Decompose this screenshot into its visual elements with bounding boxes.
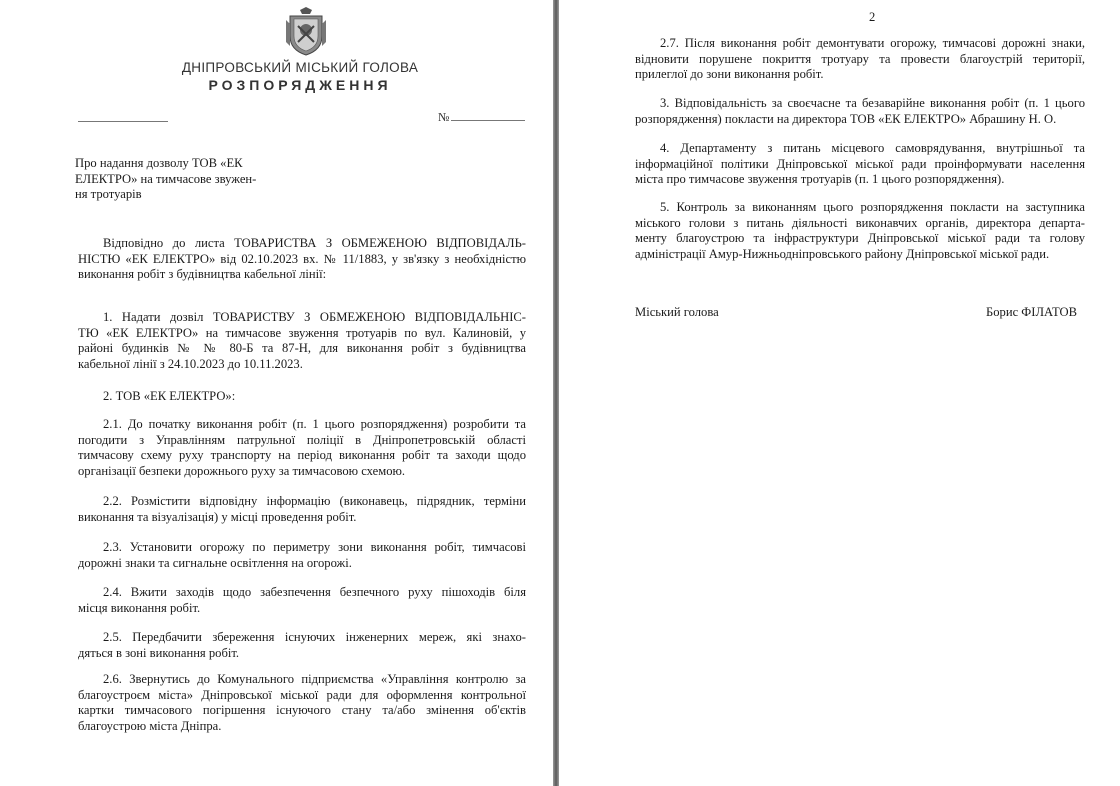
subject-line: ЕЛЕКТРО» на тимчасове звужен- xyxy=(75,171,257,186)
item-4-paragraph xyxy=(635,141,1085,188)
text-line: організації безпеки дорожнього руху за тимчасовою схемою. xyxy=(78,463,406,478)
text-line: 2.6. Звернутись до Комунального підприємства «Управління контролю за xyxy=(103,672,526,686)
text-line: картки тимчасового погіршення існуючого стану та/або змінення об'єктів xyxy=(78,703,526,718)
page-number: 2 xyxy=(869,10,876,24)
text-line: міста про тимчасове звуження тротуарів (п. 1 цього розпорядження). xyxy=(635,172,1005,187)
text-line: прилеглої до зони виконання робіт. xyxy=(635,67,824,82)
text-line: дорожні знаки та сигнальне освітлення на огорожі. xyxy=(78,555,352,570)
item-3-paragraph xyxy=(635,96,1085,127)
text-line: місця виконання робіт. xyxy=(78,600,201,615)
text-line: кабельної лінії з 24.10.2023 до 10.11.2023. xyxy=(78,356,303,371)
subject-line: ня тротуарів xyxy=(75,187,142,202)
text-line: відновити порушене покриття тротуару та провести благоустрій території, xyxy=(635,51,1085,66)
item-2-5-paragraph xyxy=(78,630,526,661)
item-2-4-paragraph xyxy=(78,585,526,616)
text-line: 2.5. Передбачити збереження існуючих інженерних мереж, які знахо- xyxy=(103,630,526,644)
item-2-6-paragraph xyxy=(78,672,526,734)
text-line: виконання та візуалізація) у місці проведення робіт. xyxy=(78,509,357,524)
signature-name: Борис ФІЛАТОВ xyxy=(986,305,1077,319)
text-line: 2.4. Вжити заходів щодо забезпечення безпечного руху пішоходів біля xyxy=(103,585,526,599)
number-field-line xyxy=(451,120,525,121)
text-line: 2.2. Розмістити відповідну інформацію (виконавець, підрядник, терміни xyxy=(103,494,526,508)
text-line: 5. Контроль за виконанням цього розпорядження покласти на заступника xyxy=(660,200,1085,214)
document-page-1 xyxy=(0,0,553,786)
text-line: 2.7. Після виконання робіт демонтувати огорожу, тимчасові дорожні знаки, xyxy=(660,36,1085,50)
text-line: 2.1. До початку виконання робіт (п. 1 цього розпорядження) розробити та xyxy=(103,417,526,431)
text-line: міського голови з питань діяльності виконавчих органів, директора департа- xyxy=(635,215,1085,230)
text-line: ТЮ «ЕК ЕЛЕКТРО» на тимчасове звуження тротуарів по вул. Калиновій, у xyxy=(78,325,526,340)
text-line: адміністрації Амур-Нижньодніпровського району Дніпровської міської ради. xyxy=(635,246,1050,261)
text-line: розпорядження) покласти на директора ТОВ «ЕК ЕЛЕКТРО» Абрашину Н. О. xyxy=(635,111,1057,126)
item-1-paragraph xyxy=(78,310,526,372)
city-coat-of-arms-icon xyxy=(284,6,328,56)
issuer-title: ДНІПРОВСЬКИЙ МІСЬКИЙ ГОЛОВА xyxy=(181,60,419,75)
document-page-2 xyxy=(559,0,1120,786)
text-line: 2. ТОВ «ЕК ЕЛЕКТРО»: xyxy=(103,389,236,403)
item-5-paragraph xyxy=(635,200,1085,262)
subject-block xyxy=(75,156,275,203)
item-2-3-paragraph xyxy=(78,540,526,571)
text-line: 1. Надати дозвіл ТОВАРИСТВУ З ОБМЕЖЕНОЮ ВІДПОВІДАЛЬНІС- xyxy=(103,310,526,324)
item-2-2-paragraph xyxy=(78,494,526,525)
date-field-line xyxy=(78,120,168,122)
text-line: погодити з Управлінням патрульної поліції в Дніпропетровській області xyxy=(78,432,526,447)
text-line: виконання робіт з будівництва кабельної лінії: xyxy=(78,267,327,282)
signature-title: Міський голова xyxy=(635,305,719,319)
text-line: тимчасову схему руху транспорту на період виконання робіт та заходи щодо xyxy=(78,448,526,463)
text-line: 4. Департаменту з питань місцевого самоврядування, внутрішньої та xyxy=(660,141,1085,155)
text-line: Відповідно до листа ТОВАРИСТВА З ОБМЕЖЕНОЮ ВІДПОВІДАЛЬ- xyxy=(103,236,526,250)
number-label: № xyxy=(438,110,450,124)
subject-line: Про надання дозволу ТОВ «ЕК xyxy=(75,156,243,170)
text-line: районі будинків № № 80-Б та 87-Н, для виконання робіт з будівництва xyxy=(78,341,526,356)
text-line: 2.3. Установити огорожу по периметру зони виконання робіт, тимчасові xyxy=(103,540,526,554)
text-line: інформаційної політики Дніпровської міської ради проінформувати населення xyxy=(635,156,1085,171)
text-line: 3. Відповідальність за своєчасне та безаварійне виконання робіт (п. 1 цього xyxy=(660,96,1085,110)
text-line: благоустроєм міста» Дніпровської міської ради для оформлення контрольної xyxy=(78,687,526,702)
item-2-7-paragraph xyxy=(635,36,1085,83)
item-2-1-paragraph xyxy=(78,417,526,479)
text-line: НІСТЮ «ЕК ЕЛЕКТРО» від 02.10.2023 вх. № 11/1883, у зв'язку з необхідністю xyxy=(78,251,526,266)
item-2-paragraph xyxy=(78,389,526,405)
document-type-title: РОЗПОРЯДЖЕННЯ xyxy=(208,77,392,93)
text-line: менту благоустрою та інфраструктури Дніпровської міської ради та голову xyxy=(635,231,1085,246)
text-line: благоустрою міста Дніпра. xyxy=(78,718,222,733)
preamble-paragraph xyxy=(78,236,526,283)
text-line: дяться в зоні виконання робіт. xyxy=(78,645,240,660)
